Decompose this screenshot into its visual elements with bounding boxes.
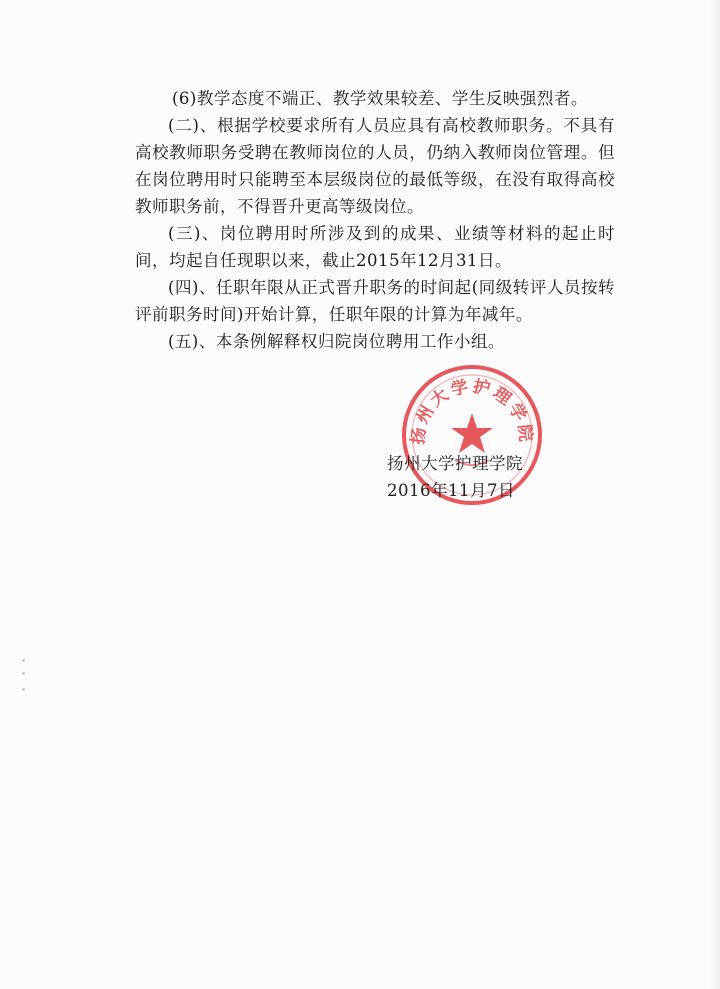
paragraph-section-5: (五)、本条例解释权归院岗位聘用工作小组。 xyxy=(168,332,505,351)
page-edge-shadow xyxy=(710,0,720,989)
paragraph-section-4: (四)、任职年限从正式晋升职务的时间起(同级转评人员按转评前职务时间)开始计算，任职年限的计算为年减年。 xyxy=(135,278,615,324)
paragraph-item-6: (6)教学态度不端正、教学效果较差、学生反映强烈者。 xyxy=(172,89,588,108)
paragraph-section-3: (三)、岗位聘用时所涉及到的成果、业绩等材料的起止时间，均起自任现职以来，截止2015年12月31日。 xyxy=(135,224,615,270)
punch-hole xyxy=(22,672,25,675)
signature-date: 2016年11月7日 xyxy=(387,481,515,500)
seal-text: 扬州大学护理学院 xyxy=(408,376,536,446)
seal-star-icon xyxy=(451,413,493,453)
signature-organization: 扬州大学护理学院 xyxy=(387,454,523,473)
paragraph-section-2: (二)、根据学校要求所有人员应具有高校教师职务。不具有高校教师职务受聘在教师岗位的人员，仍纳入教师岗位管理。但在岗位聘用时只能聘至本层级岗位的最低等级，在没有取得高校教师职务前，不得晋升更高等级岗位。 xyxy=(135,116,615,216)
punch-hole xyxy=(22,688,25,691)
signature-block xyxy=(387,450,607,504)
punch-hole xyxy=(22,659,25,662)
